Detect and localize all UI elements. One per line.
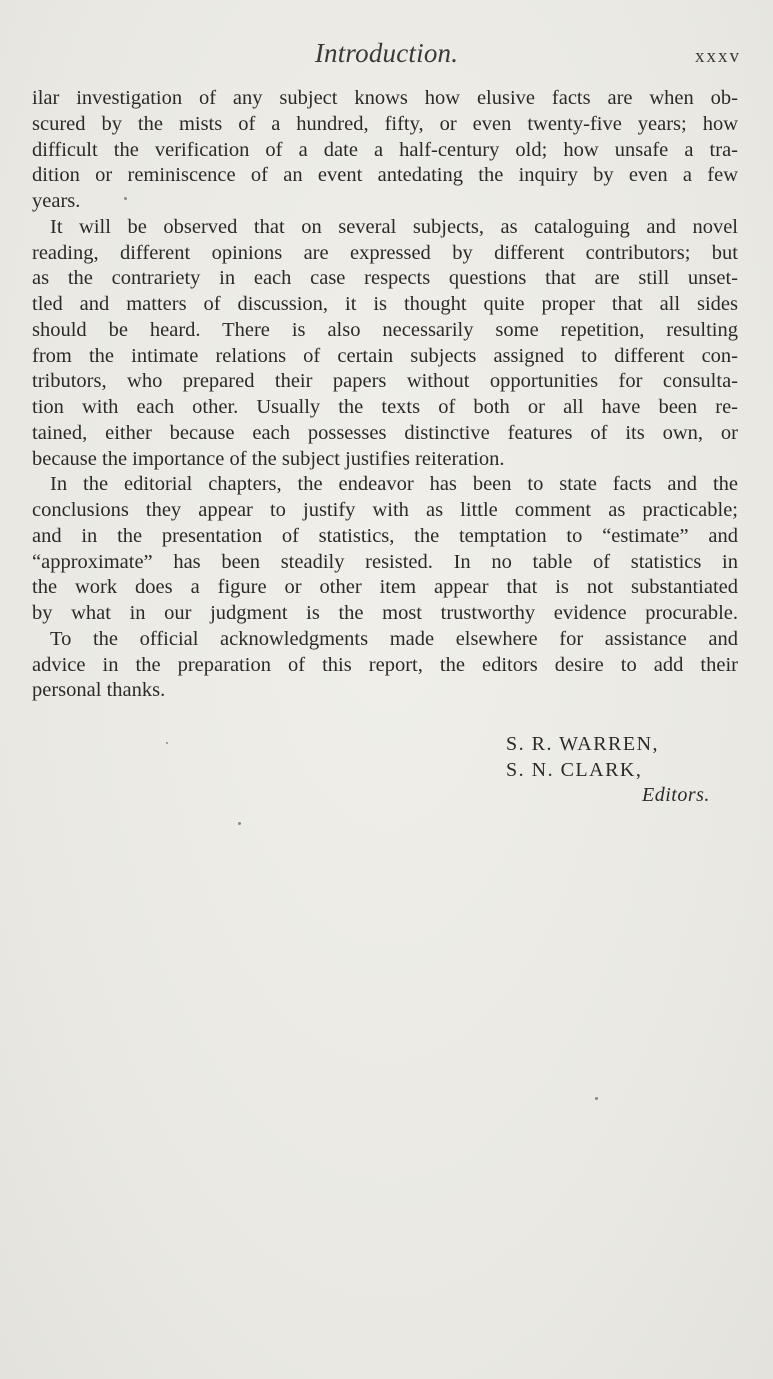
text-line: personal thanks. xyxy=(32,679,166,702)
editors-role: Editors. xyxy=(642,784,710,806)
text-line: It will be observed that on several subjects, as cataloguing and novel xyxy=(50,215,738,238)
scan-speck xyxy=(166,742,168,744)
scan-speck xyxy=(595,1097,598,1100)
text-line: “approximate” has been steadily resisted. In no table of statistics in xyxy=(32,550,738,573)
editor-name: S. R. WARREN, xyxy=(506,733,660,755)
text-line: difficult the verification of a date a half-century old; how unsafe a tra- xyxy=(32,138,738,161)
text-line: by what in our judgment is the most trustworthy evidence procurable. xyxy=(32,602,738,624)
text-line: conclusions they appear to justify with as little comment as practicable; xyxy=(32,499,738,521)
running-title: Introduction. xyxy=(314,38,459,68)
text-line: tained, either because each possesses distinctive features of its own, or xyxy=(32,421,738,444)
text-line: tion with each other. Usually the texts of both or all have been re- xyxy=(32,396,738,418)
text-line: should be heard. There is also necessarily some repetition, resulting xyxy=(32,318,738,341)
text-line: To the official acknowledgments made elsewhere for assistance and xyxy=(50,627,738,650)
text-line: the work does a figure or other item appear that is not substantiated xyxy=(32,576,738,599)
text-line: dition or reminiscence of an event antedating the inquiry by even a few xyxy=(32,164,738,187)
text-line: In the editorial chapters, the endeavor has been to state facts and the xyxy=(50,473,738,496)
text-line: and in the presentation of statistics, the temptation to “estimate” and xyxy=(32,524,738,547)
signature-block xyxy=(506,732,710,809)
text-line: years. xyxy=(32,190,81,212)
scan-speck xyxy=(238,822,241,825)
scan-speck xyxy=(124,197,127,200)
text-line: tled and matters of discussion, it is thought quite proper that all sides xyxy=(32,293,738,315)
text-line: from the intimate relations of certain subjects assigned to different con- xyxy=(32,344,738,367)
text-line: ilar investigation of any subject knows how elusive facts are when ob- xyxy=(32,87,738,109)
text-line: scured by the mists of a hundred, fifty, or even twenty-five years; how xyxy=(32,112,738,135)
text-line: tributors, who prepared their papers without opportunities for consulta- xyxy=(32,370,738,393)
text-line: reading, different opinions are expressed by different contributors; but xyxy=(32,241,738,264)
body-text xyxy=(32,86,738,704)
text-line: as the contrariety in each case respects questions that are still unset- xyxy=(32,267,738,290)
editor-name: S. N. CLARK, xyxy=(506,758,643,781)
text-line: advice in the preparation of this report, the editors desire to add their xyxy=(32,653,738,676)
page-number: xxxv xyxy=(695,46,741,67)
text-line: because the importance of the subject justifies reiteration. xyxy=(32,447,505,470)
